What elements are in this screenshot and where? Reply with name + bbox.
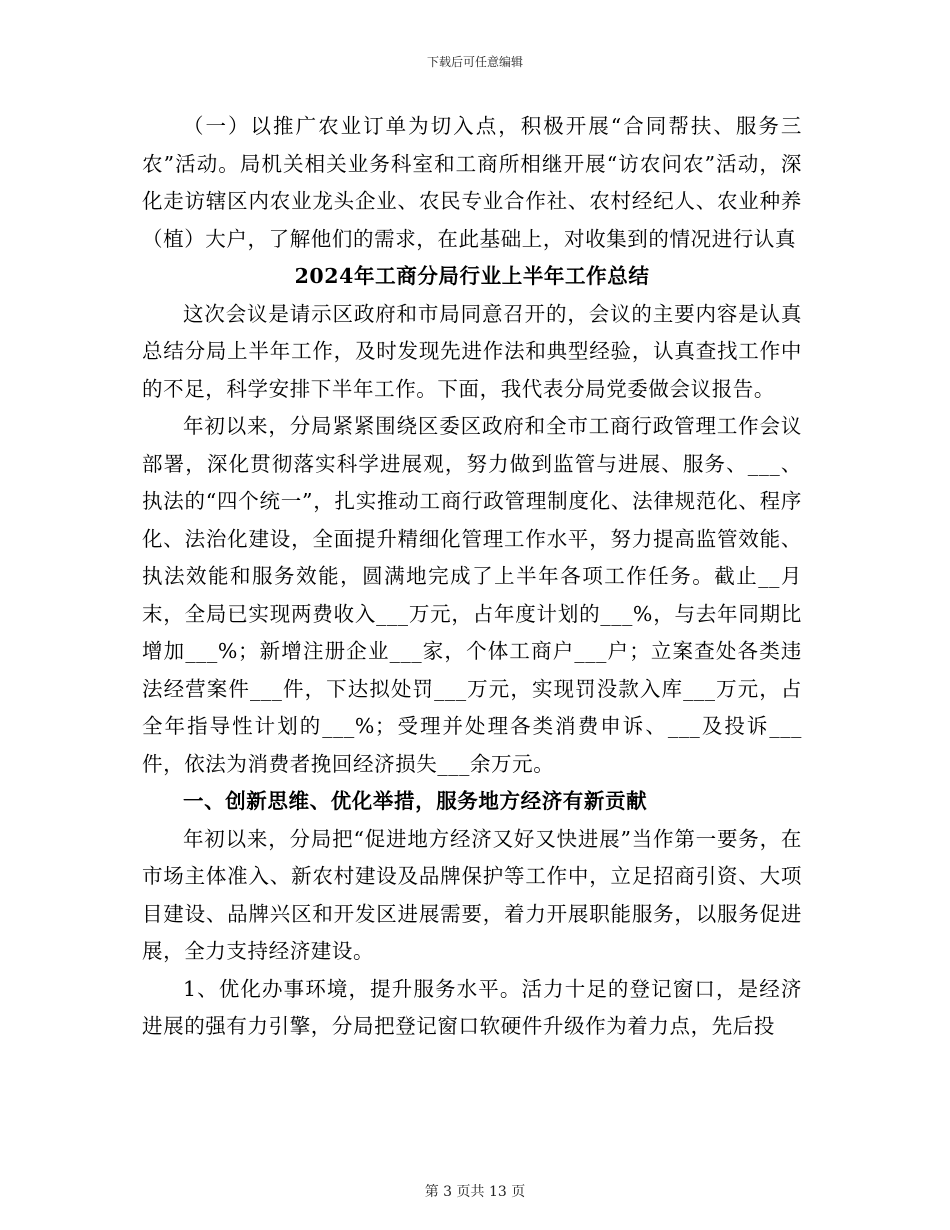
document-body [142,108,802,1046]
page-footer: 第 3 页共 13 页 [424,1184,526,1200]
paragraph-summary: 年初以来，分局紧紧围绕区委区政府和全市工商行政管理工作会议部署，深化贯彻落实科学进展观，努力做到监管与进展、服务、___、执法的“四个统一”，扎实推动工商行政管理制度化、法律规范化、程序化、法治化建设，全面提升精细化管理工作水平，努力提高监管效能、执法效能和服务效能，圆满地完成了上半年各项工作任务。截止__月末，全局已实现两费收入___万元，占年度计划的___%，与去年同期比增加___%；新增注册企业___家，个体工商户___户；立案查处各类违法经营案件___件，下达拟处罚___万元，实现罚没款入库___万元，占全年指导性计划的___%；受理并处理各类消费申诉、___及投诉___件，依法为消费者挽回经济损失___余万元。 [142,414,802,776]
section-heading: 一、创新思维、优化举措，服务地方经济有新贡献 [183,789,648,813]
paragraph-intro: （一）以推广农业订单为切入点，积极开展“合同帮扶、服务三农”活动。局机关相关业务科室和工商所相继开展“访农问农”活动，深化走访辖区内农业龙头企业、农民专业合作社、农村经纪人、农业种养（植）大户，了解他们的需求，在此基础上，对收集到的情况进行认真 [142,114,802,251]
paragraph-economy: 年初以来，分局把“促进地方经济又好又快进展”当作第一要务，在市场主体准入、新农村建设及品牌保护等工作中，立足招商引资、大项目建设、品牌兴区和开发区进展需要，着力开展职能服务，以服务促进展，全力支持经济建设。 [142,826,802,963]
paragraph-meeting: 这次会议是请示区政府和市局同意召开的，会议的主要内容是认真总结分局上半年工作，及时发现先进作法和典型经验，认真查找工作中的不足，科学安排下半年工作。下面，我代表分局党委做会议报告。 [142,301,802,401]
document-title: 2024年工商分局行业上半年工作总结 [294,264,650,288]
paragraph-service: 1、优化办事环境，提升服务水平。活力十足的登记窗口，是经济进展的强有力引擎，分局把登记窗口软硬件升级作为着力点，先后投 [142,976,802,1038]
page-header: 下载后可任意编辑 [426,55,523,69]
